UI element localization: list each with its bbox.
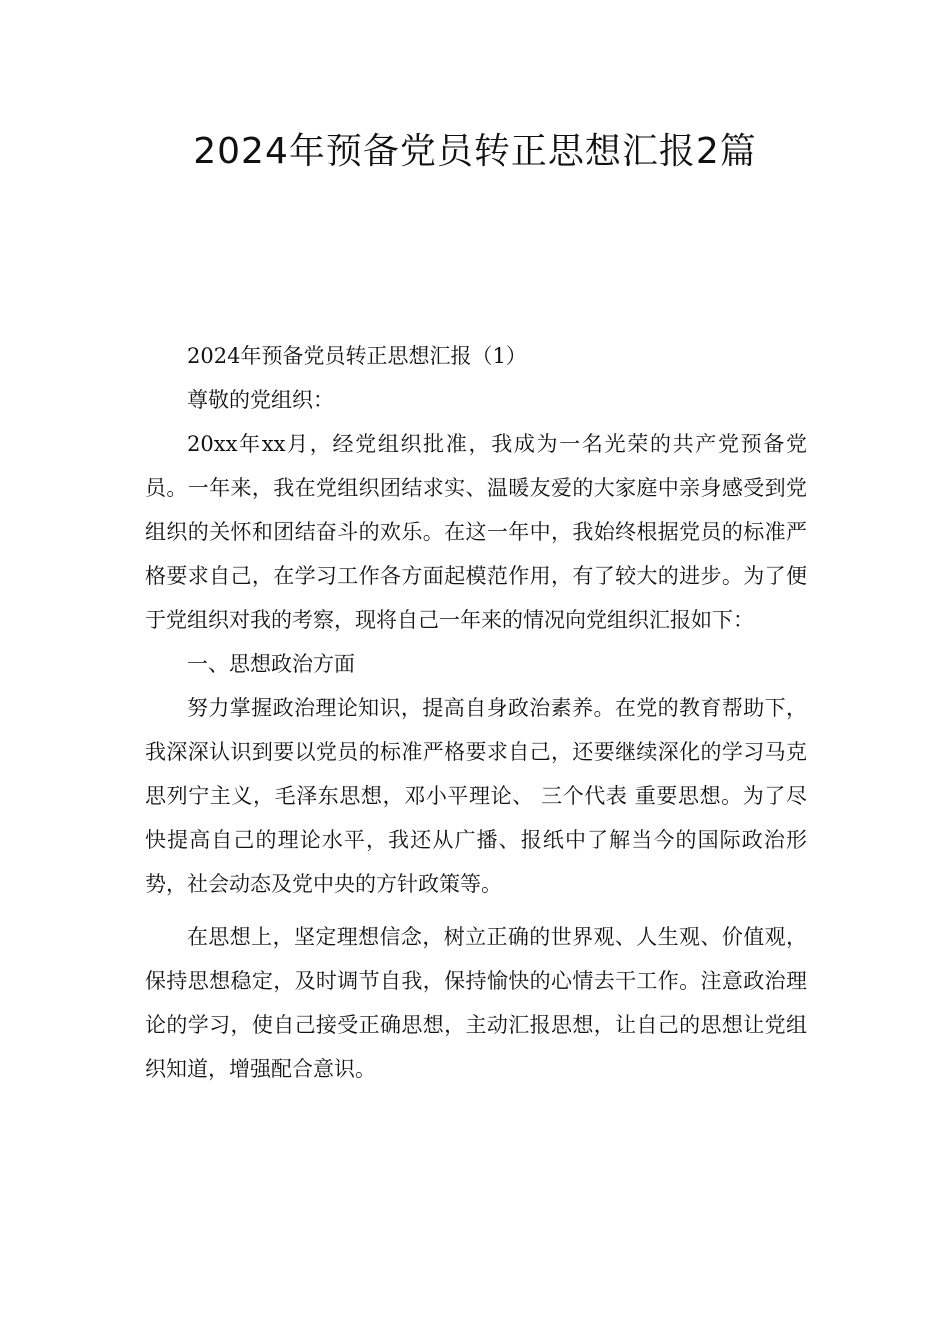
section-heading: 2024年预备党员转正思想汇报（1） bbox=[187, 344, 527, 368]
body-paragraph: 努力掌握政治理论知识，提高自身政治素养。在党的教育帮助下，我深深认识到要以党员的标准严格要求自己，还要继续深化的学习马克思列宁主义，毛泽东思想，邓小平理论、 三个代表 重要思想。为了尽快提高自己的理论水平，我还从广播、报纸中了解当今的国际政治形势，社会动态及党中央的方针政策等。 bbox=[145, 696, 807, 896]
document-title: 2024年预备党员转正思想汇报2篇 bbox=[193, 131, 757, 172]
body-paragraph: 在思想上，坚定理想信念，树立正确的世界观、人生观、价值观，保持思想稳定，及时调节自我，保持愉快的心情去干工作。注意政治理论的学习，使自己接受正确思想，主动汇报思想，让自己的思想让党组织知道，增强配合意识。 bbox=[145, 925, 807, 1081]
body-paragraph: 20xx年xx月，经党组织批准，我成为一名光荣的共产党预备党员。一年来，我在党组织团结求实、温暖友爱的大家庭中亲身感受到党组织的关怀和团结奋斗的欢乐。在这一年中，我始终根据党员的标准严格要求自己，在学习工作各方面起模范作用，有了较大的进步。为了便于党组织对我的考察，现将自己一年来的情况向党组织汇报如下： bbox=[145, 432, 807, 632]
salutation: 尊敬的党组织： bbox=[187, 388, 334, 412]
document-body bbox=[145, 334, 807, 1091]
subsection-heading: 一、思想政治方面 bbox=[187, 652, 355, 676]
